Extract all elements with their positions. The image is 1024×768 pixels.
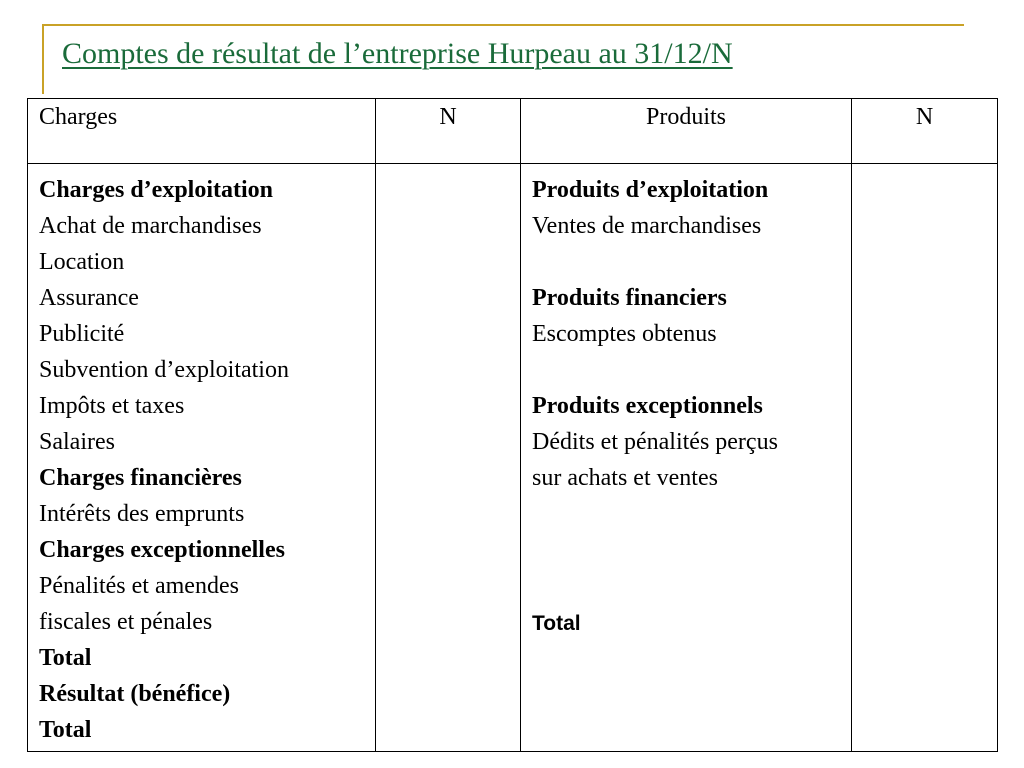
produits-line: Produits financiers <box>532 285 727 311</box>
charges-line: fiscales et pénales <box>39 609 213 635</box>
charges-line: Publicité <box>39 321 125 347</box>
produits-line <box>532 496 851 532</box>
charges-line: Charges d’exploitation <box>39 177 273 203</box>
charges-line: Subvention d’exploitation <box>39 357 289 383</box>
charges-line: Assurance <box>39 285 139 311</box>
charges-line: Total <box>39 717 92 743</box>
charges-cell <box>28 164 376 752</box>
charges-line: Charges exceptionnelles <box>39 537 285 563</box>
produits-list <box>521 172 851 642</box>
charges-list <box>28 172 375 748</box>
header-n-charges: N <box>376 99 521 164</box>
charges-line: Intérêts des emprunts <box>39 501 245 527</box>
header-produits: Produits <box>521 99 852 164</box>
charges-line: Salaires <box>39 429 115 455</box>
table-body-row <box>28 164 998 752</box>
produits-line: Total <box>532 612 581 635</box>
income-statement-table <box>27 98 998 752</box>
charges-line: Pénalités et amendes <box>39 573 239 599</box>
charges-amount-cell <box>376 164 521 752</box>
produits-line: Produits exceptionnels <box>532 393 763 419</box>
produits-amount-cell <box>852 164 998 752</box>
produits-line: sur achats et ventes <box>532 465 718 491</box>
charges-line: Résultat (bénéfice) <box>39 681 231 707</box>
charges-line: Location <box>39 249 125 275</box>
header-n-produits: N <box>852 99 998 164</box>
charges-line: Achat de marchandises <box>39 213 262 239</box>
charges-line: Total <box>39 645 92 671</box>
produits-line: Ventes de marchandises <box>532 213 762 239</box>
produits-line <box>532 244 851 280</box>
produits-cell <box>521 164 852 752</box>
produits-line <box>532 532 851 568</box>
frame-top-rule <box>42 24 964 26</box>
header-charges: Charges <box>28 99 376 164</box>
charges-line: Impôts et taxes <box>39 393 185 419</box>
produits-line: Produits d’exploitation <box>532 177 769 203</box>
produits-line <box>532 568 851 604</box>
produits-line: Dédits et pénalités perçus <box>532 429 778 455</box>
produits-line <box>532 352 851 388</box>
produits-line: Escomptes obtenus <box>532 321 717 347</box>
frame-left-rule <box>42 24 44 94</box>
charges-line: Charges financières <box>39 465 242 491</box>
page-title: Comptes de résultat de l’entreprise Hurpeau au 31/12/N <box>62 37 733 70</box>
table-header-row <box>28 99 998 164</box>
